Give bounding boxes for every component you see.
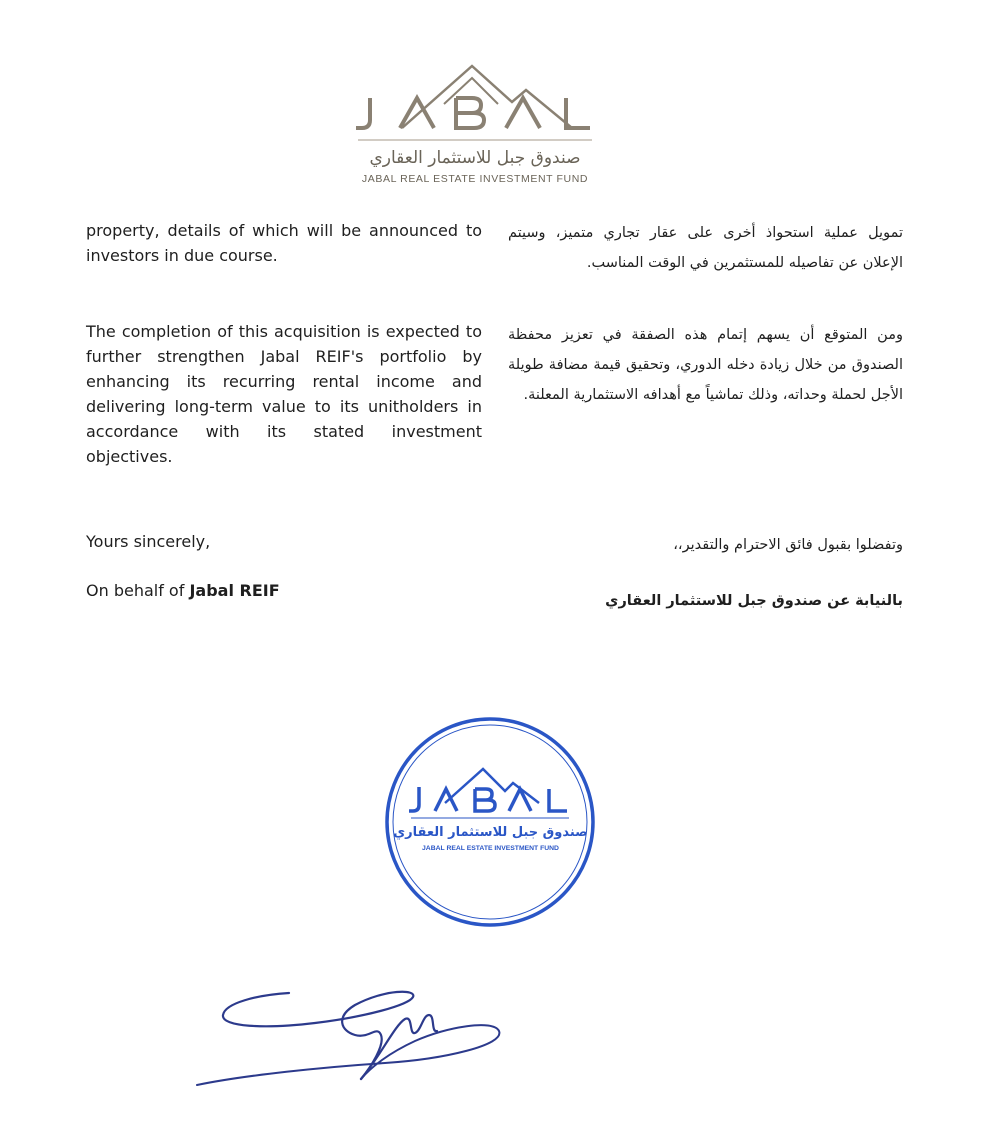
- handwritten-signature: [185, 975, 515, 1095]
- behalf-arabic: بالنيابة عن صندوق جبل للاستثمار العقاري: [605, 593, 903, 609]
- behalf-fund-name: Jabal REIF: [189, 581, 280, 600]
- behalf-english: [86, 578, 482, 603]
- stamp-seal: [383, 715, 598, 930]
- letterhead-name-english: JABAL REAL ESTATE INVESTMENT FUND: [361, 173, 589, 185]
- stamp-name-arabic: صندوق جبل للاستثمار العقاري: [393, 825, 588, 840]
- behalf-prefix: On behalf of: [86, 581, 190, 600]
- stamp-name-english: JABAL REAL ESTATE INVESTMENT FUND: [422, 845, 559, 852]
- english-paragraph-2: The completion of this acquisition is expected to further strengthen Jabal REIF's portfolio by enhancing its recurring rental income and delivering long-term value to its unitholders in accordance with its stated investment objectives.: [86, 322, 482, 466]
- letterhead-name-arabic: صندوق جبل للاستثمار العقاري: [369, 148, 581, 168]
- english-paragraph-1: property, details of which will be announced to investors in due course.: [86, 221, 482, 265]
- arabic-paragraph-2: ومن المتوقع أن يسهم إتمام هذه الصفقة في تعزيز محفظة الصندوق من خلال زيادة دخله الدوري، وتحقيق قيمة مضافة طويلة الأجل لحملة وحداته، وذلك تماشياً مع أهدافه الاستثمارية المعلنة.: [508, 327, 903, 403]
- arabic-paragraph-1: تمويل عملية استحواذ أخرى على عقار تجاري متميز، وسيتم الإعلان عن تفاصيله للمستثمرين في الوقت المناسب.: [508, 225, 903, 271]
- letterhead-logo: [340, 60, 610, 190]
- jabal-wordmark: [340, 60, 610, 150]
- company-stamp: [383, 715, 598, 930]
- closing-english: Yours sincerely,: [86, 532, 211, 551]
- closing-arabic: وتفضلوا بقبول فائق الاحترام والتقدير،،: [673, 537, 903, 553]
